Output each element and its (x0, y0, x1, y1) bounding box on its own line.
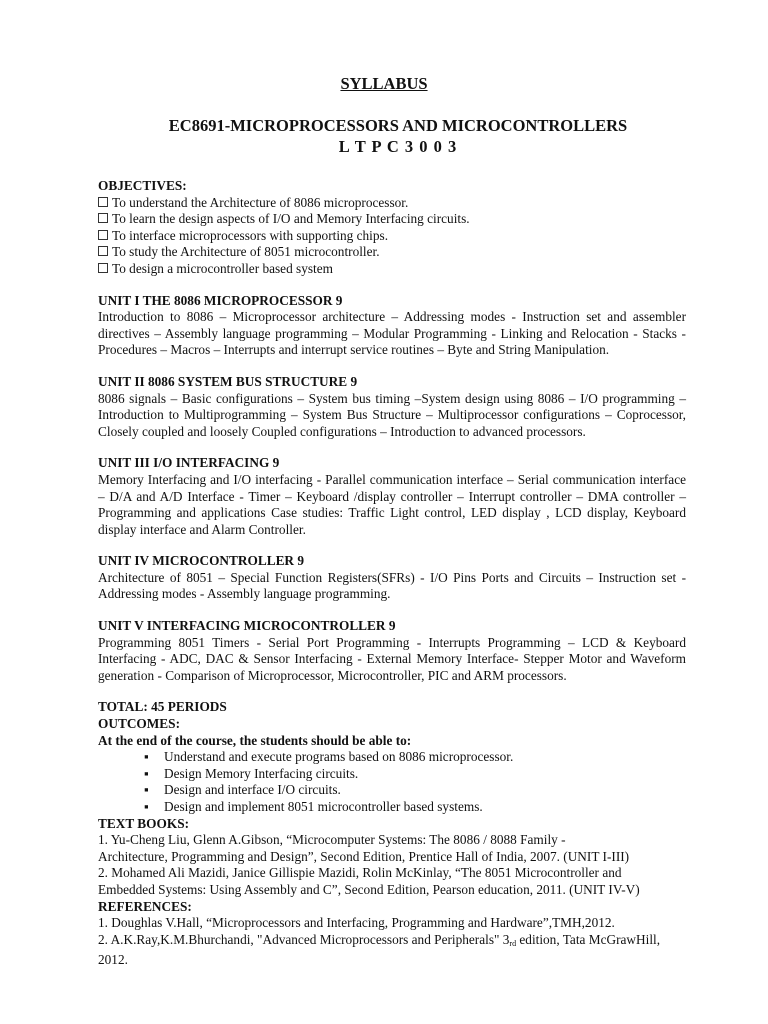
unit-description: Programming 8051 Timers - Serial Port Programming - Interrupts Programming – LCD & Keyboard Interfacing - ADC, DAC & Sensor Interfacing - External Memory Interface- Stepper Motor and Waveform generation - Comparison of Microprocessor, Microcontroller, PIC and ARM processors. (98, 634, 686, 683)
total-periods: TOTAL: 45 PERIODS (98, 699, 227, 715)
outcome-item: ▪ Understand and execute programs based on 8086 microprocessor. (144, 749, 686, 766)
objective-item: To learn the design aspects of I/O and Memory Interfacing circuits. (98, 211, 686, 228)
unit-description: Introduction to 8086 – Microprocessor architecture – Addressing modes - Instruction set and assembler directives – Assembly language programming – Modular Programming - Linking and Relocation - Stacks - Procedures – Macros – Interrupts and interrupt service routines – Byte and String Manipulation. (98, 309, 686, 358)
references-heading: REFERENCES: (98, 898, 192, 914)
reference-line: 1. Doughlas V.Hall, “Microprocessors and Interfacing, Programming and Hardware”,TMH,2012. (98, 915, 615, 931)
textbook-line: 2. Mohamed Ali Mazidi, Janice Gillispie Mazidi, Rolin McKinlay, “The 8051 Microcontroller and (98, 865, 622, 881)
outcomes-heading: OUTCOMES: (98, 716, 181, 732)
references-section (98, 899, 686, 969)
textbook-line: Architecture, Programming and Design”, Second Edition, Prentice Hall of India, 2007. (UNIT I-III) (98, 848, 630, 864)
objectives-section (98, 178, 686, 278)
unit-description: Architecture of 8051 – Special Function Registers(SFRs) - I/O Pins Ports and Circuits – Instruction set - Addressing modes - Assembly language programming. (98, 569, 686, 602)
ltpc-line: L T P C 3 0 0 3 (338, 137, 458, 156)
textbooks-heading: TEXT BOOKS: (98, 815, 190, 831)
checkbox-glyph-icon (98, 213, 108, 223)
unit-section (98, 455, 686, 538)
unit-section (98, 374, 686, 440)
page-title: SYLLABUS (340, 74, 428, 93)
outcome-item: ▪ Design Memory Interfacing circuits. (144, 766, 686, 783)
checkbox-glyph-icon (98, 230, 108, 240)
unit-heading: UNIT II 8086 SYSTEM BUS STRUCTURE 9 (98, 373, 358, 389)
unit-heading: UNIT IV MICROCONTROLLER 9 (98, 553, 305, 569)
course-title: EC8691-MICROPROCESSORS AND MICROCONTROLLERS (168, 116, 628, 135)
outcome-item: ▪ Design and interface I/O circuits. (144, 782, 686, 799)
unit-heading: UNIT III I/O INTERFACING 9 (98, 455, 280, 471)
outcomes-list (98, 749, 686, 815)
outcomes-intro: At the end of the course, the students should be able to: (98, 732, 412, 748)
textbooks-section (98, 816, 686, 899)
outcome-item: ▪ Design and implement 8051 microcontroller based systems. (144, 799, 686, 816)
unit-description: Memory Interfacing and I/O interfacing - Parallel communication interface – Serial communication interface – D/A and A/D Interface - Timer – Keyboard /display controller – Interrupt controller – DMA controller – Programming and applications Case studies: Traffic Light control, LED display , LCD display, Keyboard display interface and Alarm Controller. (98, 471, 686, 537)
outcomes-section (98, 699, 686, 815)
objective-item: To interface microprocessors with supporting chips. (98, 228, 686, 245)
textbook-line: 1. Yu-Cheng Liu, Glenn A.Gibson, “Microcomputer Systems: The 8086 / 8088 Family - (98, 832, 566, 848)
checkbox-glyph-icon (98, 197, 108, 207)
checkbox-glyph-icon (98, 263, 108, 273)
syllabus-body (98, 178, 686, 969)
textbook-line: Embedded Systems: Using Assembly and C”, Second Edition, Pearson education, 2011. (UNIT IV-V) (98, 881, 640, 897)
checkbox-glyph-icon (98, 246, 108, 256)
objectives-heading: OBJECTIVES: (98, 178, 187, 193)
objective-item: To study the Architecture of 8051 microcontroller. (98, 244, 686, 261)
unit-section (98, 553, 686, 603)
unit-section (98, 618, 686, 684)
objective-item: To design a microcontroller based system (98, 261, 686, 278)
unit-section (98, 293, 686, 359)
objective-item: To understand the Architecture of 8086 microprocessor. (98, 195, 686, 212)
unit-description: 8086 signals – Basic configurations – System bus timing –System design using 8086 – I/O programming – Introduction to Multiprogramming – System Bus Structure – Multiprocessor configurations – Coprocessor, Closely coupled and loosely Coupled configurations – Introduction to advanced processors. (98, 390, 686, 439)
reference-line: 2012. (98, 952, 128, 968)
unit-heading: UNIT I THE 8086 MICROPROCESSOR 9 (98, 292, 343, 308)
reference-line: 2. A.K.Ray,K.M.Bhurchandi, "Advanced Microprocessors and Peripherals" $3_{rd}$ edition, Tata McGrawHill, (98, 931, 661, 948)
unit-heading: UNIT V INTERFACING MICROCONTROLLER 9 (98, 618, 396, 634)
